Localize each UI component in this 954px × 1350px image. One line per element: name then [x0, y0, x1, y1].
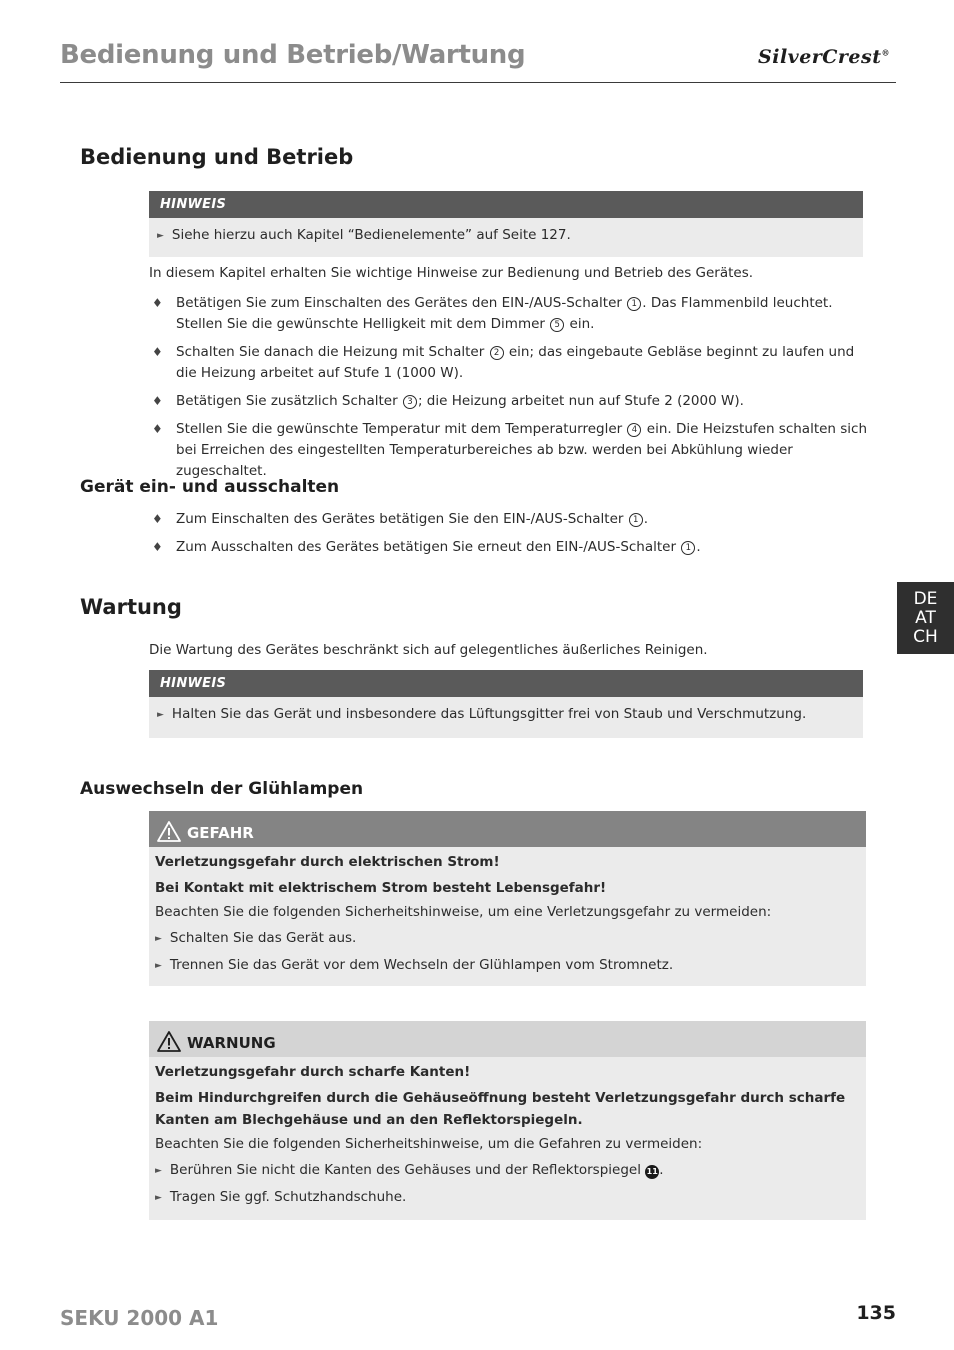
arrow-icon: ► — [157, 710, 164, 720]
page-number: 135 — [856, 1302, 896, 1324]
warning-text: Beachten Sie die folgenden Sicherheitshinweise, um die Gefahren zu vermeiden: — [155, 1136, 703, 1152]
diamond-bullet-icon: ♦ — [152, 345, 163, 359]
diamond-bullet-icon: ♦ — [152, 512, 163, 526]
list-item: ♦ Betätigen Sie zum Einschalten des Gerätes den EIN-/AUS-Schalter 1 . Das Flammenbild leuchtet. Stellen Sie die gewünschte Helligkeit mit dem Dimmer 5 ein. — [152, 295, 833, 332]
danger-text: Beachten Sie die folgenden Sicherheitshinweise, um eine Verletzungsgefahr zu vermeiden: — [155, 904, 772, 920]
note-text: Halten Sie das Gerät und insbesondere das Lüftungsgitter frei von Staub und Verschmutzung. — [171, 706, 807, 722]
circled-number-icon: 5 — [550, 318, 564, 332]
warning-label: WARNUNG — [187, 1034, 276, 1052]
section-title-maintenance: Wartung — [80, 595, 182, 619]
note-box-operation — [149, 191, 863, 257]
section-title-operation: Bedienung und Betrieb — [80, 145, 354, 169]
warning-triangle-icon — [157, 821, 181, 842]
brand-logo — [758, 46, 890, 68]
note-box-maintenance — [149, 670, 863, 738]
circled-number-icon: 1 — [627, 297, 641, 311]
section-intro: Die Wartung des Gerätes beschränkt sich auf gelegentliches äußerliches Reinigen. — [149, 642, 708, 658]
diamond-bullet-icon: ♦ — [152, 394, 163, 408]
footer-model: SEKU 2000 A1 — [60, 1306, 219, 1330]
language-code: AT — [915, 608, 936, 628]
diamond-bullet-icon: ♦ — [152, 422, 163, 436]
page-title: Bedienung und Betrieb/Wartung — [60, 40, 526, 70]
warning-header — [149, 1021, 866, 1057]
warning-triangle-icon — [157, 1031, 181, 1052]
arrow-icon: ► — [157, 231, 164, 241]
operation-list — [149, 293, 879, 489]
note-header: HINWEIS — [149, 670, 863, 697]
circled-number-icon: 2 — [490, 346, 504, 360]
brand-name: SilverCrest — [758, 46, 882, 68]
circled-number-icon: 3 — [403, 395, 417, 409]
language-code: DE — [913, 589, 938, 609]
warning-body — [149, 1057, 866, 1211]
registered-mark: ® — [881, 47, 890, 58]
warning-box — [149, 1021, 866, 1220]
note-body — [149, 218, 863, 257]
danger-bold-line: Bei Kontakt mit elektrischem Strom besteht Lebensgefahr! — [155, 880, 607, 896]
circled-number-icon: 4 — [627, 423, 641, 437]
warning-item: ► Tragen Sie ggf. Schutzhandschuhe. — [155, 1184, 858, 1211]
note-body — [149, 697, 863, 738]
language-tab — [897, 582, 954, 654]
danger-bold-line: Verletzungsgefahr durch elektrischen Strom! — [155, 854, 500, 870]
diamond-bullet-icon: ♦ — [152, 540, 163, 554]
filled-number-icon: 11 — [645, 1165, 659, 1179]
arrow-icon: ► — [155, 961, 162, 971]
note-header: HINWEIS — [149, 191, 863, 218]
circled-number-icon: 1 — [681, 541, 695, 555]
danger-label: GEFAHR — [187, 824, 254, 842]
danger-box — [149, 811, 866, 986]
arrow-icon: ► — [155, 1166, 162, 1176]
subsection-title-onoff: Gerät ein- und ausschalten — [80, 477, 340, 497]
onoff-list — [149, 509, 879, 565]
list-item: ♦ Zum Ausschalten des Gerätes betätigen Sie erneut den EIN-/AUS-Schalter 1 . — [149, 537, 879, 558]
circled-number-icon: 1 — [629, 513, 643, 527]
danger-body — [149, 847, 866, 979]
arrow-icon: ► — [155, 1193, 162, 1203]
list-item: ♦ Schalten Sie danach die Heizung mit Schalter 2 ein; das eingebaute Gebläse beginnt zu laufen und die Heizung arbeitet auf Stufe 1 (1000 W). — [152, 344, 855, 381]
section-intro: In diesem Kapitel erhalten Sie wichtige Hinweise zur Bedienung und Betrieb des Gerätes. — [149, 265, 754, 281]
danger-item: ► Trennen Sie das Gerät vor dem Wechseln der Glühlampen vom Stromnetz. — [155, 952, 858, 979]
warning-item: ► Berühren Sie nicht die Kanten des Gehäuses und der Reflektorspiegel 11. — [155, 1157, 858, 1184]
danger-header — [149, 811, 866, 847]
danger-item: ► Schalten Sie das Gerät aus. — [155, 925, 858, 952]
language-code: CH — [913, 627, 938, 647]
page-header — [60, 38, 896, 83]
arrow-icon: ► — [155, 934, 162, 944]
warning-bold-line: Verletzungsgefahr durch scharfe Kanten! — [155, 1064, 471, 1080]
subsection-title-lamps: Auswechseln der Glühlampen — [80, 779, 364, 799]
list-item: ♦ Zum Einschalten des Gerätes betätigen Sie den EIN-/AUS-Schalter 1 . — [149, 509, 879, 530]
list-item: ♦ Stellen Sie die gewünschte Temperatur mit dem Temperaturregler 4 ein. Die Heizstufen schalten sich bei Erreichen des eingestellten Temperaturbereiches ab bzw. werden bei Abkühlung wieder zugeschaltet. — [152, 421, 868, 479]
diamond-bullet-icon: ♦ — [152, 296, 163, 310]
list-item: ♦ Betätigen Sie zusätzlich Schalter 3 ; die Heizung arbeitet nun auf Stufe 2 (2000 W). — [149, 391, 879, 412]
warning-bold-line: Beim Hindurchgreifen durch die Gehäuseöffnung besteht Verletzungsgefahr durch scharfe Kanten am Blechgehäuse und an den Reflektorspiegeln. — [155, 1090, 846, 1128]
note-text: Siehe hierzu auch Kapitel “Bedienelemente” auf Seite 127. — [171, 227, 571, 243]
